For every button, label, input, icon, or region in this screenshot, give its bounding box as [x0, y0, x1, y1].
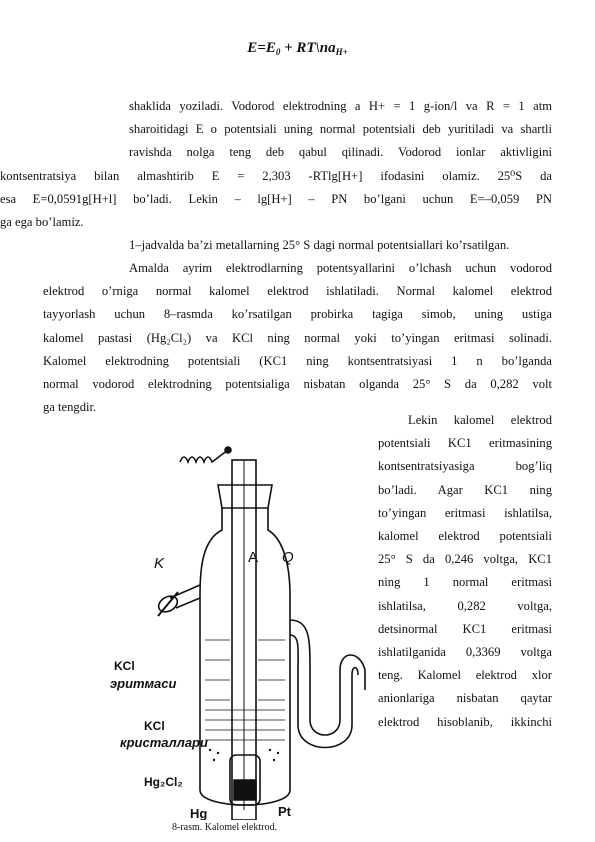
side-column	[378, 409, 552, 734]
mercury-pool	[234, 780, 256, 800]
side-line-12: teng. Kalomel elektrod xlor	[378, 668, 552, 683]
nernst-formula	[0, 40, 595, 57]
label-kcl-crystals-2: кристаллари	[120, 735, 208, 750]
label-pt: Pt	[278, 804, 291, 819]
formula-mid-sub: H+	[335, 47, 348, 57]
wire-terminal	[225, 447, 231, 453]
side-line-4: bo’ladi. Agar KC1 ning	[378, 482, 552, 497]
formula-mid: + RT\na	[280, 40, 336, 56]
side-line-13: anionlariga nisbatan qaytar	[378, 691, 552, 706]
wire-coil	[180, 450, 228, 462]
label-kcl-solution: KCl	[114, 659, 135, 673]
p3-line-7: ga tengdir.	[43, 400, 97, 415]
side-line-14: elektrod hisoblanib, ikkinchi	[378, 714, 552, 729]
label-a: A	[248, 549, 259, 566]
paragraph-1	[0, 95, 552, 234]
side-line-5: to’yingan eritmasi ishlatilsa,	[378, 505, 552, 520]
p3-line-4: kalomel pastasi (Hg₂Cl₂) va KCl ning normal yoki to’yingan eritmasi solinadi.	[43, 330, 552, 345]
side-line-3: kontsentratsiyasiga bog’liq	[378, 459, 552, 474]
side-line-10: detsinormal KC1 eritmasi	[378, 621, 552, 636]
label-hg2cl2: Hg₂Cl₂	[144, 775, 183, 789]
side-line-2: potentsiali KC1 eritmasining	[378, 436, 552, 451]
side-line-9: ishlatilsa, 0,282 voltga,	[378, 598, 552, 613]
p3-line-1: Amalda ayrim elektrodlarning potentsyallarini o’lchash uchun vodorod	[129, 261, 552, 275]
p3-line-3: tayyorlash uchun 8–rasmda ko’rsatilgan probirka tagiga simob, uning ustiga	[43, 307, 552, 322]
p1-line-4: kontsentratsiya bilan almashtirib E = 2,303 -RTlg[H+] ifodasini olamiz. 25⁰S da	[0, 168, 552, 183]
paragraph-2	[129, 234, 552, 257]
side-line-8: ning 1 normal eritmasi	[378, 575, 552, 590]
label-kcl-crystals: KCl	[144, 719, 165, 733]
p1-line-3: ravishda nolga teng deb qabul qilinadi. Vodorod ionlar aktivligini	[129, 145, 552, 160]
side-line-6: kalomel elektrod potentsiali	[378, 529, 552, 544]
paragraph-3	[43, 257, 552, 419]
side-line-1: Lekin kalomel elektrod	[408, 413, 552, 427]
label-k: K	[154, 555, 165, 572]
side-line-7: 25° S da 0,246 voltga, KC1	[378, 552, 552, 567]
kalomel-electrode-figure	[110, 420, 380, 820]
p1-line-6: ga ega bo’lamiz.	[0, 215, 84, 230]
p3-line-2: elektrod o’rniga normal kalomel elektrod ishlatiladi. Normal kalomel elektrod	[43, 284, 552, 299]
p1-line-2: sharoitidagi E o potentsiali uning normal potentsiali deb yuritiladi va shartli	[129, 122, 552, 137]
label-q: Q	[282, 549, 294, 566]
p3-line-5: Kalomel elektrodning potentsiali (KC1 ning kontsentratsiyasi 1 n bo’lganda	[43, 353, 552, 368]
side-line-11: ishlatilganida 0,3369 voltga	[378, 645, 552, 660]
formula-lhs: E=E	[247, 40, 276, 56]
p2-line-1: 1–jadvalda ba’zi metallarning 25° S dagi normal potentsiallari ko’rsatilgan.	[129, 238, 510, 252]
stopper	[218, 485, 272, 508]
p1-line-5: esa E=0,0591g[H+l] bo’ladi. Lekin – lg[H+] – PN bo’lgani uchun E=–0,059 PN	[0, 191, 552, 206]
label-hg: Hg	[190, 806, 208, 820]
siphon-tube	[290, 620, 365, 735]
p3-line-6: normal vodorod elektrodning potentsialiga nisbatan olganda 25° S da 0,282 volt	[43, 377, 552, 392]
figure-caption: 8-rasm. Kalomel elektrod.	[172, 822, 277, 833]
label-kcl-solution-2: эритмаси	[110, 676, 177, 691]
p1-line-1: shaklida yoziladi. Vodorod elektrodning a H+ = 1 g-ion/l va R = 1 atm	[129, 99, 552, 113]
formula-lhs-sub: 0	[275, 47, 281, 57]
